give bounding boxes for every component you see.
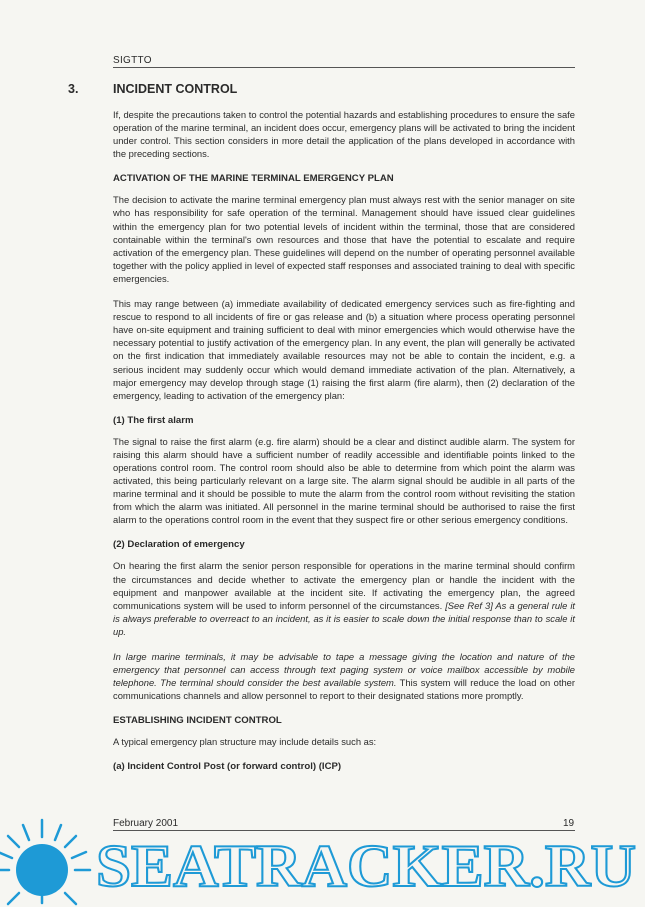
running-header: SIGTTO <box>113 55 152 66</box>
watermark-text: SEATRACKER.RU <box>96 833 636 899</box>
watermark <box>0 812 645 907</box>
activation-paragraph-2: This may range between (a) immediate availability of dedicated emergency services such as fire-fighting and rescue to respond to all incidents of fire or gas release and (b) a situation where process operating personnel have on-site equipment and training sufficient to deal with minor emergencies which would otherwise have the necessary potential to justify activation of the emergency plan. In any event, the plan will generally be activated on the first indication that immediately available resources may not be able to contain the incident, e.g. a serious incident may suddenly occur which would demand immediate activation of the plan. Alternatively, a major emergency may develop through stage (1) raising the first alarm (fire alarm), then (2) declaration of the emergency, leading to activation of the emergency plan: <box>113 298 575 401</box>
footer-date: February 2001 <box>113 818 179 829</box>
declaration-p1-italic: [See Ref 3] As a general rule it is always preferable to overreact to an incident, as it is easier to scale down the initial response than to scale it up. <box>113 599 576 637</box>
declaration-p2-text: This system will reduce the load on other communications channels and allow personnel to report to their designated stations more promptly. <box>113 677 575 702</box>
activation-paragraph-1: The decision to activate the marine terminal emergency plan must always rest with the senior manager on site who has responsibility for safe operation of the terminal. Management should have issued clear guidelines within the emergency plan for two potential levels of incident within the terminal, those that are considered containable within the terminal's own resources and those that have the potential to escalate and require activation of the emergency plan. These guidelines will depend on the number of operating personnel available together with the policy applied in level of expected staff responses and associated training to deal with specific emergencies. <box>113 194 575 284</box>
declaration-paragraph-1 <box>113 559 575 638</box>
declaration-paragraph-2 <box>113 650 575 702</box>
intro-paragraph: If, despite the precautions taken to control the potential hazards and establishing procedures to ensure the safe operation of the marine terminal, an incident does occur, emergency plans will be activated to bring the incident under control. This section considers in more detail the application of the plans developed in accordance with the preceding sections. <box>113 109 575 160</box>
first-alarm-paragraph: The signal to raise the first alarm (e.g. fire alarm) should be a clear and distinct audible alarm. The system for raising this alarm should have a sufficient number of readily accessible and identifiable points linked to the operations control room. The control room should also be able to determine from which point the alarm was activated, this being particularly relevant on a large site. The alarm signal should be audible in all parts of the marine terminal and it should be possible to mute the alarm from the control room without revisiting the station from which the alarm was initiated. All personnel in the marine terminal should be authorised to raise the first alarm to the operations control room in the event that they suspect fire or other serious emergency conditions. <box>113 435 575 526</box>
declaration-p2-italic: In large marine terminals, it may be advisable to tape a message giving the location and nature of the emergency that personnel can access through text paging system or voice mailbox accessible by mobile telephone. The terminal should consider the best available system. <box>113 651 575 689</box>
establishing-heading: ESTABLISHING INCIDENT CONTROL <box>113 715 282 727</box>
declaration-p1-text: On hearing the first alarm the senior person responsible for operations in the marine terminal should confirm the circumstances and decide whether to activate the emergency plan or handle the incident with the equipment and manpower available at the incident site. If activating the emergency plan, the agreed communications system will be used to inform personnel of the circumstances. <box>113 560 575 611</box>
sun-logo-icon <box>0 820 90 904</box>
section-number: 3. <box>68 82 79 96</box>
declaration-heading: (2) Declaration of emergency <box>113 539 245 551</box>
page-number: 19 <box>563 818 575 829</box>
icp-subheading: (a) Incident Control Post (or forward control) (ICP) <box>113 761 342 773</box>
header-rule <box>113 67 575 68</box>
activation-heading: ACTIVATION OF THE MARINE TERMINAL EMERGENCY PLAN <box>113 173 394 185</box>
establishing-paragraph: A typical emergency plan structure may include details such as: <box>113 736 377 748</box>
section-title: INCIDENT CONTROL <box>113 82 238 96</box>
first-alarm-heading: (1) The first alarm <box>113 414 194 426</box>
body-text <box>113 108 575 781</box>
